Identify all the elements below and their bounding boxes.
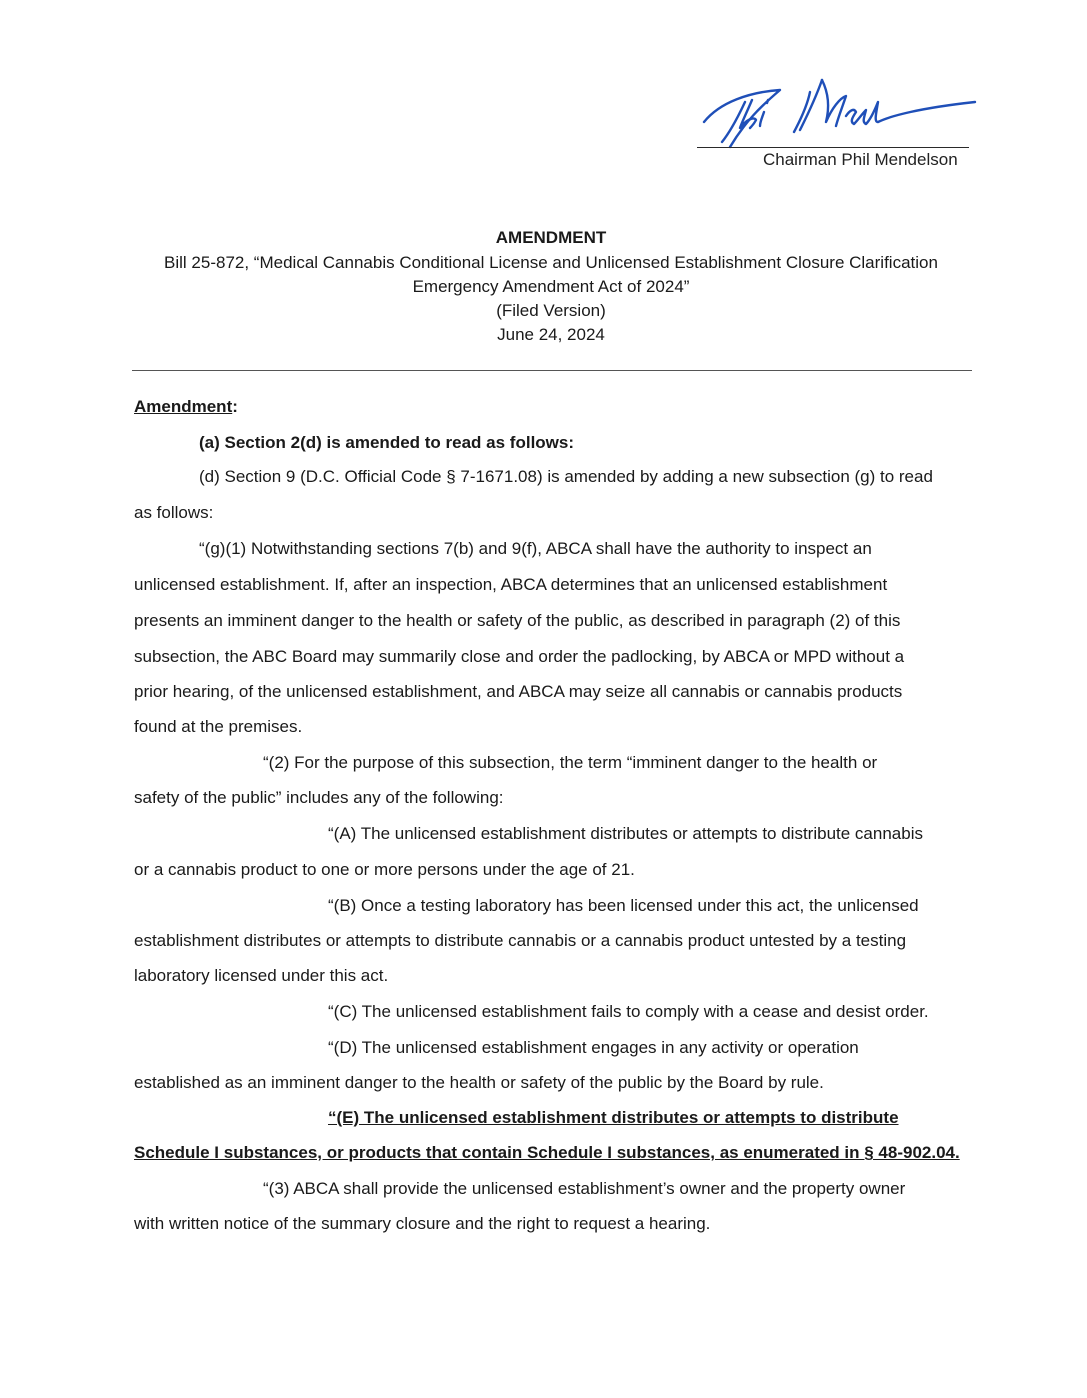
document-title: AMENDMENT: [495, 228, 607, 247]
paragraph-g1-line-5: prior hearing, of the unlicensed establishment, and ABCA may seize all cannabis or cannabis products: [134, 682, 903, 701]
bill-title-line-2: Emergency Amendment Act of 2024”: [412, 277, 690, 296]
amendment-colon: :: [232, 397, 238, 416]
section-heading: (a) Section 2(d) is amended to read as follows:: [199, 433, 575, 452]
subparagraph-b-line-3: laboratory licensed under this act.: [134, 966, 389, 985]
paragraph-2-line-1: “(2) For the purpose of this subsection, the term “imminent danger to the health or: [263, 753, 878, 772]
paragraph-g1-line-6: found at the premises.: [134, 717, 303, 736]
subparagraph-b-line-1: “(B) Once a testing laboratory has been licensed under this act, the unlicensed: [328, 896, 919, 915]
paragraph-d-line-1: (d) Section 9 (D.C. Official Code § 7-1671.08) is amended by adding a new subsection (g) to read: [199, 467, 933, 486]
subparagraph-e-line-1: “(E) The unlicensed establishment distributes or attempts to distribute: [328, 1108, 899, 1127]
paragraph-g1-line-1: “(g)(1) Notwithstanding sections 7(b) and 9(f), ABCA shall have the authority to inspect an: [199, 539, 872, 558]
subparagraph-d-line-1: “(D) The unlicensed establishment engages in any activity or operation: [328, 1038, 859, 1057]
signer-name: Chairman Phil Mendelson: [763, 150, 958, 169]
paragraph-g1-line-3: presents an imminent danger to the health or safety of the public, as described in paragraph (2) of this: [134, 611, 901, 630]
signature-line: [697, 147, 969, 148]
paragraph-g1-line-4: subsection, the ABC Board may summarily close and order the padlocking, by ABCA or MPD without a: [134, 647, 905, 666]
version-label: (Filed Version): [496, 301, 606, 320]
paragraph-2-line-2: safety of the public” includes any of the following:: [134, 788, 504, 807]
subparagraph-d-line-2: established as an imminent danger to the health or safety of the public by the Board by rule.: [134, 1073, 824, 1092]
subparagraph-b-line-2: establishment distributes or attempts to distribute cannabis or a cannabis product untested by a testing: [134, 931, 907, 950]
paragraph-g1-line-2: unlicensed establishment. If, after an inspection, ABCA determines that an unlicensed establishment: [134, 575, 888, 594]
subparagraph-a-line-1: “(A) The unlicensed establishment distributes or attempts to distribute cannabis: [328, 824, 923, 843]
header-divider: [132, 370, 972, 371]
paragraph-3-line-1: “(3) ABCA shall provide the unlicensed establishment’s owner and the property owner: [263, 1179, 906, 1198]
paragraph-d-line-2: as follows:: [134, 503, 214, 522]
subparagraph-a-line-2: or a cannabis product to one or more persons under the age of 21.: [134, 860, 635, 879]
document-date: June 24, 2024: [497, 325, 605, 344]
amendment-heading: [134, 397, 238, 417]
amendment-label: Amendment: [134, 397, 233, 416]
subparagraph-c-line-1: “(C) The unlicensed establishment fails to comply with a cease and desist order.: [328, 1002, 929, 1021]
paragraph-3-line-2: with written notice of the summary closure and the right to request a hearing.: [134, 1214, 711, 1233]
bill-title-line-1: Bill 25-872, “Medical Cannabis Conditional License and Unlicensed Establishment Closure Clarification: [164, 253, 938, 272]
subparagraph-e-line-2: Schedule I substances, or products that contain Schedule I substances, as enumerated in § 48-902.04.: [134, 1143, 960, 1162]
